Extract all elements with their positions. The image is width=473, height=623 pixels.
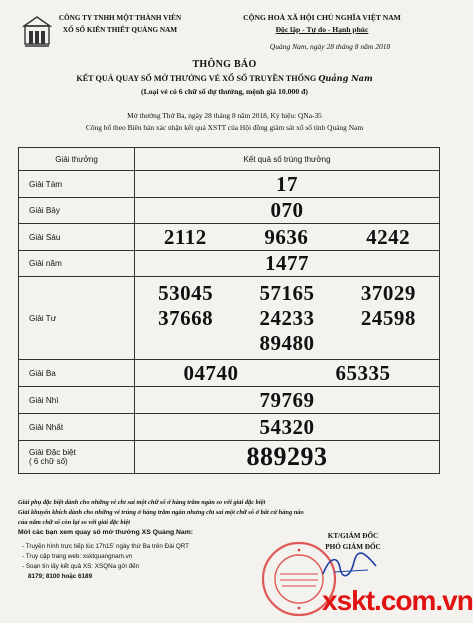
prize-label: Giải Bảy xyxy=(19,198,135,224)
company-line-2: XỔ SỐ KIẾN THIẾT QUẢNG NAM xyxy=(62,26,178,34)
nation-line-1: CỘNG HOÀ XÃ HỘI CHỦ NGHĨA VIỆT NAM xyxy=(243,13,401,22)
prize-label: Giải Tám xyxy=(19,171,135,198)
signer-title: KT/GIÁM ĐỐC xyxy=(327,532,379,540)
prize-value: 889293 xyxy=(135,441,440,474)
nation-motto: Độc lập - Tự do - Hạnh phúc xyxy=(275,25,369,34)
prize-value: 65335 xyxy=(335,360,391,385)
table-row xyxy=(19,387,440,414)
prize-label: Giải Nhì xyxy=(19,387,135,414)
table-row xyxy=(19,441,440,474)
company-name xyxy=(55,12,185,36)
footer-note: Giải khuyến khích dành cho những vé trúng ở hàng trăm ngàn nhưng chỉ sai một chữ số ở bất cứ hàng nào xyxy=(18,509,304,516)
prize-value: 04740 xyxy=(183,360,239,385)
notice-title: THÔNG BÁO xyxy=(192,59,257,70)
ticket-note: (Loại vé có 6 chữ số dự thưởng, mệnh giá 10.000 đ) xyxy=(141,87,308,96)
watermark: xskt.com.vn xyxy=(322,585,473,616)
prize-label-sub: ( 6 chữ số) xyxy=(29,457,68,466)
prize-value: 54320 xyxy=(135,414,440,441)
signer-role: PHÓ GIÁM ĐỐC xyxy=(325,543,381,551)
prize-label-special xyxy=(19,441,135,474)
prize-value: 2112 xyxy=(163,224,207,249)
subtitle-place: Quảng Nam xyxy=(318,73,373,83)
col-result-header: Kết quả số trúng thưởng xyxy=(135,148,440,171)
prize-value: 37029 xyxy=(360,280,416,305)
footer-note: của năm chữ số còn lại so với giải đặc biệt xyxy=(18,519,130,526)
footer-note: Giải phụ đặc biệt dành cho những vé chỉ sai một chữ số ở hàng trăm ngàn so với giải đặc biệt xyxy=(18,499,266,506)
prize-values xyxy=(135,277,440,360)
prize-value: 17 xyxy=(135,171,440,198)
prize-label: Giải Tư xyxy=(19,277,135,360)
signature-icon xyxy=(320,552,380,580)
prize-value: 9636 xyxy=(264,224,309,249)
draw-info: Mở thưởng Thứ Ba, ngày 28 tháng 8 năm 2018, Ký hiệu: QNa-35 xyxy=(127,111,322,120)
prize-values xyxy=(135,360,440,387)
table-header xyxy=(19,148,440,171)
company-logo-icon xyxy=(22,14,52,48)
list-item: 8179; 8100 hoặc 6189 xyxy=(28,573,93,580)
company-line-1: CÔNG TY TNHH MỘT THÀNH VIÊN xyxy=(58,14,182,22)
prize-label: Giải Đặc biệt xyxy=(29,448,76,457)
national-header xyxy=(232,12,412,36)
footer-notes xyxy=(18,498,428,528)
table-row xyxy=(19,171,440,198)
list-item: - Truy cập trang web: xsktquangnam.vn xyxy=(22,553,133,560)
prize-value: 24233 xyxy=(259,305,315,330)
table-row xyxy=(19,198,440,224)
prize-value: 79769 xyxy=(135,387,440,414)
prize-label: Giải năm xyxy=(19,251,135,277)
prize-value: 37668 xyxy=(158,305,214,330)
results-table xyxy=(18,147,440,474)
info-list xyxy=(22,542,189,582)
table-row xyxy=(19,251,440,277)
table-row xyxy=(19,224,440,251)
list-item: - Truyền hình trực tiếp lúc 17h15' ngày thứ Ba trên Đài QRT xyxy=(22,543,190,550)
col-prize-header: Giải thưởng xyxy=(19,148,135,171)
prize-values xyxy=(135,224,440,251)
prize-value: 57165 xyxy=(259,280,315,305)
dateline: Quảng Nam, ngày 28 tháng 8 năm 2018 xyxy=(269,42,391,51)
prize-value: 53045 xyxy=(158,280,214,305)
prize-label: Giải Sáu xyxy=(19,224,135,251)
notice-subtitle xyxy=(0,73,449,83)
table-row xyxy=(19,414,440,441)
list-item: - Soạn tin lấy kết quả XS: XSQNa gởi đến xyxy=(22,563,140,570)
prize-value: 89480 xyxy=(259,330,315,355)
prize-label: Giải Nhất xyxy=(19,414,135,441)
table-row xyxy=(19,277,440,360)
publish-info: Công bố theo Biên bản xác nhận kết quả XSTT của Hội đồng giám sát xổ số tỉnh Quảng Nam xyxy=(85,123,364,132)
invite-text: Mời các bạn xem quay số mở thưởng XS Quảng Nam: xyxy=(18,529,194,536)
prize-label: Giải Ba xyxy=(19,360,135,387)
prize-value: 1477 xyxy=(135,251,440,277)
prize-value: 4242 xyxy=(366,224,411,249)
prize-value: 24598 xyxy=(360,305,416,330)
prize-value: 070 xyxy=(135,198,440,224)
subtitle-text: KẾT QUẢ QUAY SỐ MỞ THƯỞNG VÉ XỔ SỐ TRUYỀN THỐNG xyxy=(76,74,317,83)
table-row xyxy=(19,360,440,387)
